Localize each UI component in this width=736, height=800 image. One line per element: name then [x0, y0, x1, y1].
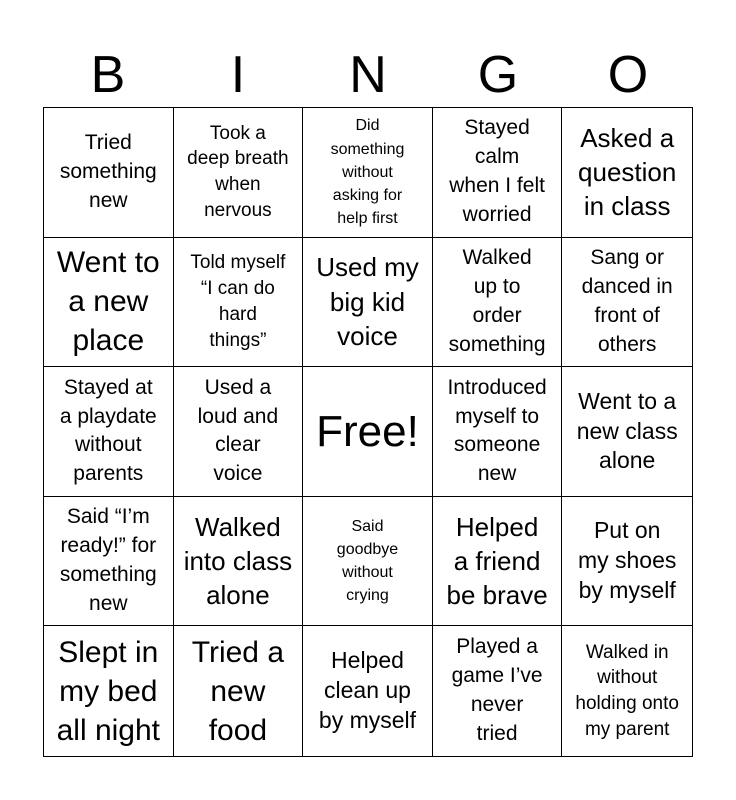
- bingo-cell[interactable]: Went to a new class alone: [562, 367, 692, 497]
- bingo-cell[interactable]: Used a loud and clear voice: [174, 367, 304, 497]
- header-letter-n: N: [349, 46, 387, 104]
- bingo-cell[interactable]: Did something without asking for help first: [303, 108, 433, 238]
- free-space-cell[interactable]: Free!: [303, 367, 433, 497]
- header-letter-i: I: [230, 46, 246, 104]
- bingo-cell[interactable]: Introduced myself to someone new: [433, 367, 563, 497]
- bingo-cell[interactable]: Asked a question in class: [562, 108, 692, 238]
- bingo-cell[interactable]: Slept in my bed all night: [44, 626, 174, 756]
- bingo-cell[interactable]: Walked into class alone: [174, 497, 304, 627]
- bingo-cell[interactable]: Told myself “I can do hard things”: [174, 238, 304, 368]
- bingo-cell[interactable]: Put on my shoes by myself: [562, 497, 692, 627]
- bingo-cell[interactable]: Helped a friend be brave: [433, 497, 563, 627]
- bingo-header: [43, 44, 693, 106]
- bingo-cell[interactable]: Went to a new place: [44, 238, 174, 368]
- header-letter-o: O: [607, 46, 649, 104]
- bingo-cell[interactable]: Walked up to order something: [433, 238, 563, 368]
- bingo-cell[interactable]: Used my big kid voice: [303, 238, 433, 368]
- bingo-cell[interactable]: Said “I’m ready!” for something new: [44, 497, 174, 627]
- bingo-cell[interactable]: Sang or danced in front of others: [562, 238, 692, 368]
- bingo-cell[interactable]: Walked in without holding onto my parent: [575, 641, 679, 741]
- bingo-cell[interactable]: Played a game I’ve never tried: [433, 626, 563, 756]
- bingo-cell[interactable]: Said goodbye without crying: [303, 497, 433, 627]
- header-letter-g: G: [477, 46, 519, 104]
- header-letter-b: B: [90, 46, 126, 104]
- bingo-cell[interactable]: Tried a new food: [174, 626, 304, 756]
- bingo-cell[interactable]: Stayed at a playdate without parents: [44, 367, 174, 497]
- bingo-cell[interactable]: Helped clean up by myself: [303, 626, 433, 756]
- bingo-cell[interactable]: Tried something new: [44, 108, 174, 238]
- bingo-board: [43, 107, 693, 757]
- bingo-cell[interactable]: Took a deep breath when nervous: [174, 108, 304, 238]
- bingo-cell[interactable]: Stayed calm when I felt worried: [433, 108, 563, 238]
